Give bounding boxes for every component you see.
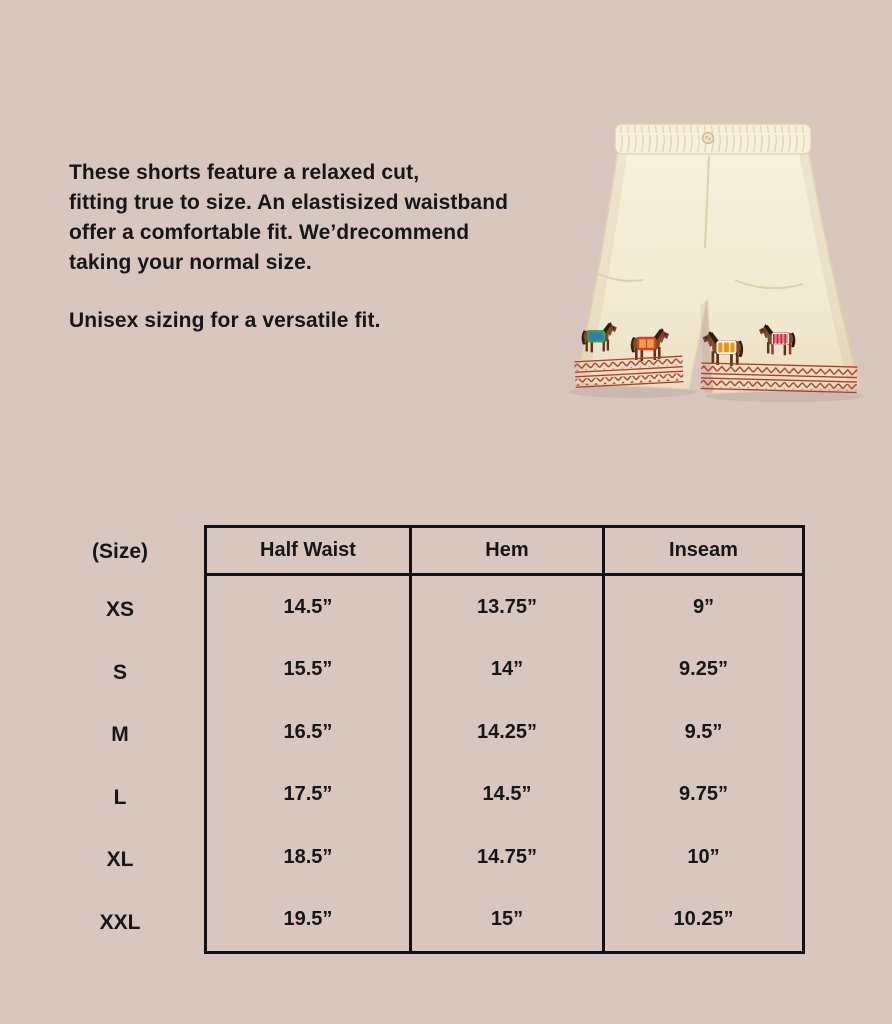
description-line: offer a comfortable fit. We’drecommend xyxy=(69,221,470,244)
waistband-button xyxy=(703,133,714,144)
description-line: These shorts feature a relaxed cut, xyxy=(69,161,420,184)
measurement-cell: 13.75” xyxy=(409,576,602,639)
column-header-hem: Hem xyxy=(409,528,602,576)
measurement-cell: 14.75” xyxy=(409,826,602,889)
size-label-l: L xyxy=(113,785,127,809)
measurement-cell: 14.5” xyxy=(409,764,602,827)
column-header-inseam: Inseam xyxy=(602,528,802,576)
measurement-cell: 9.5” xyxy=(602,701,802,764)
size-label-xs: XS xyxy=(105,598,134,622)
measurement-cell: 9.25” xyxy=(602,639,802,702)
shorts-product-image xyxy=(555,108,875,408)
measurements-table xyxy=(204,525,805,954)
measurement-cell: 9.75” xyxy=(602,764,802,827)
measurement-cell: 16.5” xyxy=(283,720,333,743)
size-label-xl: XL xyxy=(106,848,134,872)
elastic-waistband xyxy=(615,124,811,154)
measurement-cell: 19.5” xyxy=(283,908,333,931)
size-column-header: (Size) xyxy=(91,540,148,563)
measurement-cell: 17.5” xyxy=(283,783,333,806)
size-label-s: S xyxy=(112,660,127,684)
size-column xyxy=(64,525,176,954)
measurement-cell: 18.5” xyxy=(283,845,333,868)
product-description xyxy=(69,158,508,336)
description-line: fitting true to size. An elastisized waistband xyxy=(69,191,509,214)
column-header-half-waist: Half Waist xyxy=(207,528,409,576)
measurement-cell: 14.25” xyxy=(409,701,602,764)
size-label-m: M xyxy=(111,723,129,747)
measurement-cell: 15” xyxy=(409,889,602,952)
measurement-cell: 14.5” xyxy=(283,595,333,618)
measurement-cell: 10.25” xyxy=(602,889,802,952)
measurement-cell: 10” xyxy=(602,826,802,889)
shorts-illustration xyxy=(555,108,875,408)
measurement-cell: 14” xyxy=(409,639,602,702)
size-label-xxl: XXL xyxy=(99,910,141,934)
description-line: taking your normal size. xyxy=(69,251,312,274)
fit-note: Unisex sizing for a versatile fit. xyxy=(69,309,381,332)
measurement-cell: 9” xyxy=(602,576,802,639)
measurement-cell: 15.5” xyxy=(283,658,333,681)
